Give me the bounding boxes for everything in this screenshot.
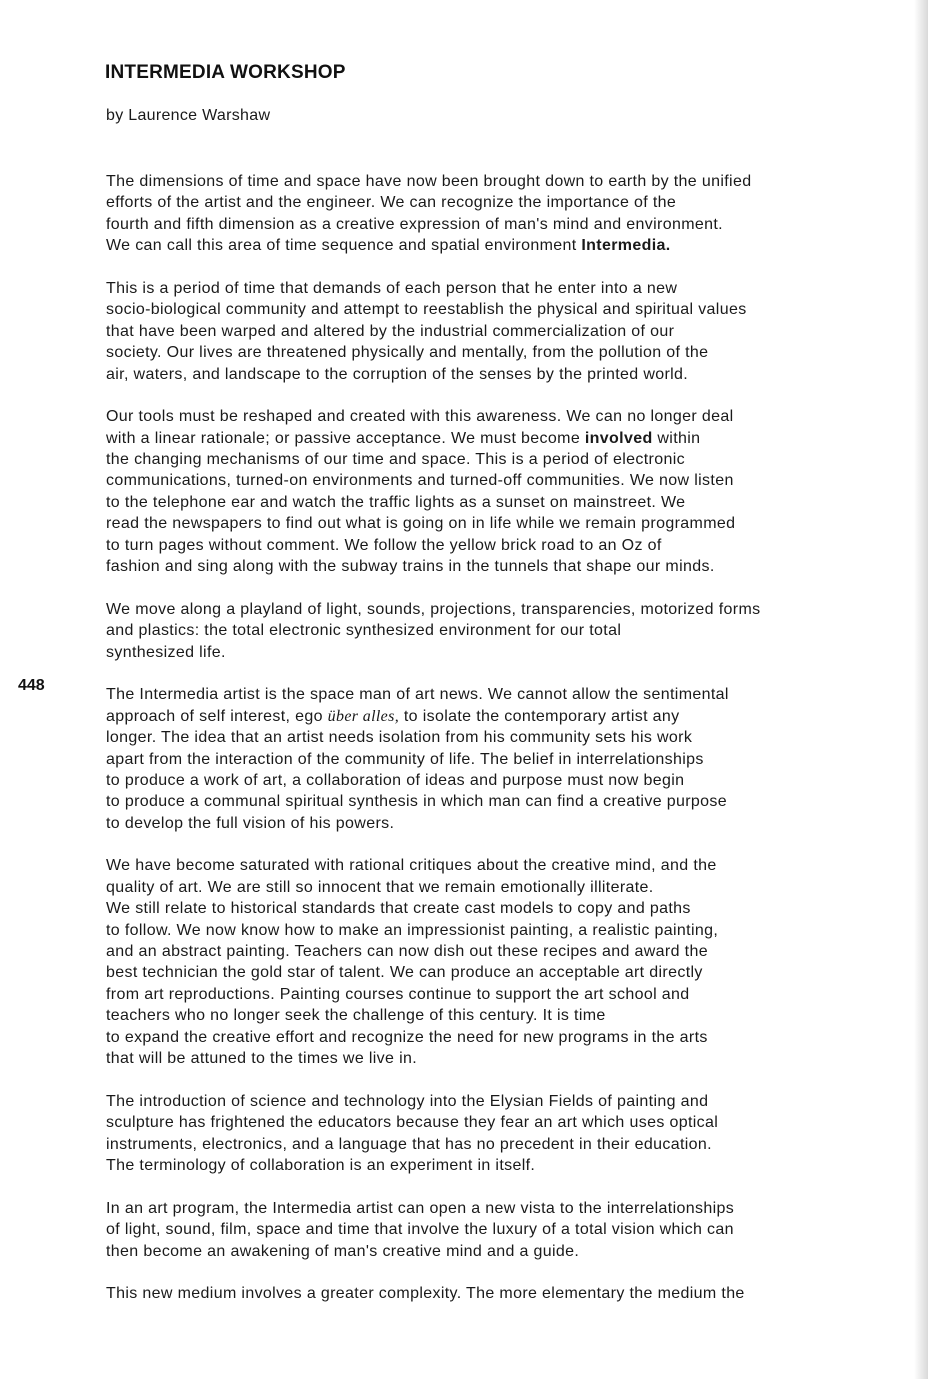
italic-phrase-uber-alles: über alles, xyxy=(327,707,400,725)
text-line: This new medium involves a greater complexity. The more elementary the medium the xyxy=(106,1285,745,1303)
text-line: that have been warped and altered by the industrial commercialization of our xyxy=(106,322,675,340)
text-line: synthesized life. xyxy=(106,643,226,661)
text-line: to turn pages without comment. We follow the yellow brick road to an Oz of xyxy=(106,536,662,554)
text-line: and an abstract painting. Teachers can now dish out these recipes and award the xyxy=(106,943,708,961)
text-line: to develop the full vision of his powers. xyxy=(106,814,395,832)
text-line: best technician the gold star of talent. We can produce an acceptable art directly xyxy=(106,964,703,982)
text-line: The Intermedia artist is the space man of art news. We cannot allow the sentimental xyxy=(106,686,729,704)
text-line: and plastics: the total electronic synthesized environment for our total xyxy=(106,622,622,640)
paragraph-8 xyxy=(106,1198,876,1262)
text-line: The introduction of science and technology into the Elysian Fields of painting and xyxy=(106,1092,709,1110)
text-line: fashion and sing along with the subway trains in the tunnels that shape our minds. xyxy=(106,558,715,576)
text-line: air, waters, and landscape to the corruption of the senses by the printed world. xyxy=(106,365,689,383)
text-line xyxy=(106,706,876,727)
bold-term-intermedia: Intermedia. xyxy=(581,237,671,255)
paragraph-1 xyxy=(106,171,876,257)
article-body xyxy=(106,171,876,1326)
text-run: with a linear rationale; or passive acceptance. We must become xyxy=(106,429,585,447)
page-edge-shadow xyxy=(914,0,928,1379)
paragraph-2 xyxy=(106,278,876,385)
text-line: longer. The idea that an artist needs isolation from his community sets his work xyxy=(106,729,693,747)
paragraph-4 xyxy=(106,599,876,663)
text-line: to produce a communal spiritual synthesis in which man can find a creative purpose xyxy=(106,793,728,811)
text-line: The dimensions of time and space have now been brought down to earth by the unified xyxy=(106,173,752,190)
text-line: read the newspapers to find out what is going on in life while we remain programmed xyxy=(106,515,736,533)
page-number: 448 xyxy=(18,677,45,694)
text-line: society. Our lives are threatened physically and mentally, from the pollution of the xyxy=(106,344,709,362)
text-line: the changing mechanisms of our time and space. This is a period of electronic xyxy=(106,451,685,469)
text-line xyxy=(106,235,876,256)
text-line: sculpture has frightened the educators because they fear an art which uses optical xyxy=(106,1114,719,1132)
text-line: fourth and fifth dimension as a creative expression of man's mind and environment. xyxy=(106,215,723,233)
paragraph-3 xyxy=(106,406,876,577)
text-line: to produce a work of art, a collaboration of ideas and purpose must now begin xyxy=(106,771,685,789)
text-run: We can call this area of time sequence and spatial environment xyxy=(106,237,582,255)
text-line: to follow. We now know how to make an impressionist painting, a realistic painting, xyxy=(106,921,719,939)
text-line: We have become saturated with rational critiques about the creative mind, and the xyxy=(106,857,717,875)
paragraph-7 xyxy=(106,1091,876,1177)
text-line: communications, turned-on environments and turned-off communities. We now listen xyxy=(106,472,734,490)
article-title: INTERMEDIA WORKSHOP xyxy=(105,62,346,83)
text-line: apart from the interaction of the community of life. The belief in interrelationships xyxy=(106,750,704,768)
text-line: In an art program, the Intermedia artist can open a new vista to the interrelationships xyxy=(106,1199,735,1217)
text-line: socio-biological community and attempt to reestablish the physical and spiritual values xyxy=(106,301,747,319)
text-line: efforts of the artist and the engineer. We can recognize the importance of the xyxy=(106,194,677,212)
text-line: of light, sound, film, space and time that involve the luxury of a total vision which can xyxy=(106,1221,734,1239)
paragraph-6 xyxy=(106,855,876,1069)
text-line: We still relate to historical standards that create cast models to copy and paths xyxy=(106,900,691,918)
paragraph-9 xyxy=(106,1283,876,1304)
text-run: to isolate the contemporary artist any xyxy=(399,707,680,725)
text-run: within xyxy=(652,429,701,447)
text-line: Our tools must be reshaped and created with this awareness. We can no longer deal xyxy=(106,408,734,426)
text-line: We move along a playland of light, sounds, projections, transparencies, motorized forms xyxy=(106,600,761,618)
text-line: to the telephone ear and watch the traffic lights as a sunset on mainstreet. We xyxy=(106,493,686,511)
paragraph-5 xyxy=(106,684,876,834)
article-byline: by Laurence Warshaw xyxy=(106,107,271,124)
text-line: The terminology of collaboration is an experiment in itself. xyxy=(106,1157,536,1175)
text-line: from art reproductions. Painting courses continue to support the art school and xyxy=(106,985,690,1003)
text-line: This is a period of time that demands of each person that he enter into a new xyxy=(106,279,678,297)
text-line: instruments, electronics, and a language that has no precedent in their education. xyxy=(106,1135,712,1153)
text-line xyxy=(106,428,876,449)
text-line: then become an awakening of man's creative mind and a guide. xyxy=(106,1242,580,1260)
text-line: that will be attuned to the times we live in. xyxy=(106,1050,418,1068)
text-line: quality of art. We are still so innocent that we remain emotionally illiterate. xyxy=(106,878,654,896)
text-run: approach of self interest, ego xyxy=(106,707,328,725)
text-line: teachers who no longer seek the challenge of this century. It is time xyxy=(106,1007,606,1025)
text-line: to expand the creative effort and recognize the need for new programs in the arts xyxy=(106,1028,708,1046)
bold-term-involved: involved xyxy=(584,429,653,447)
